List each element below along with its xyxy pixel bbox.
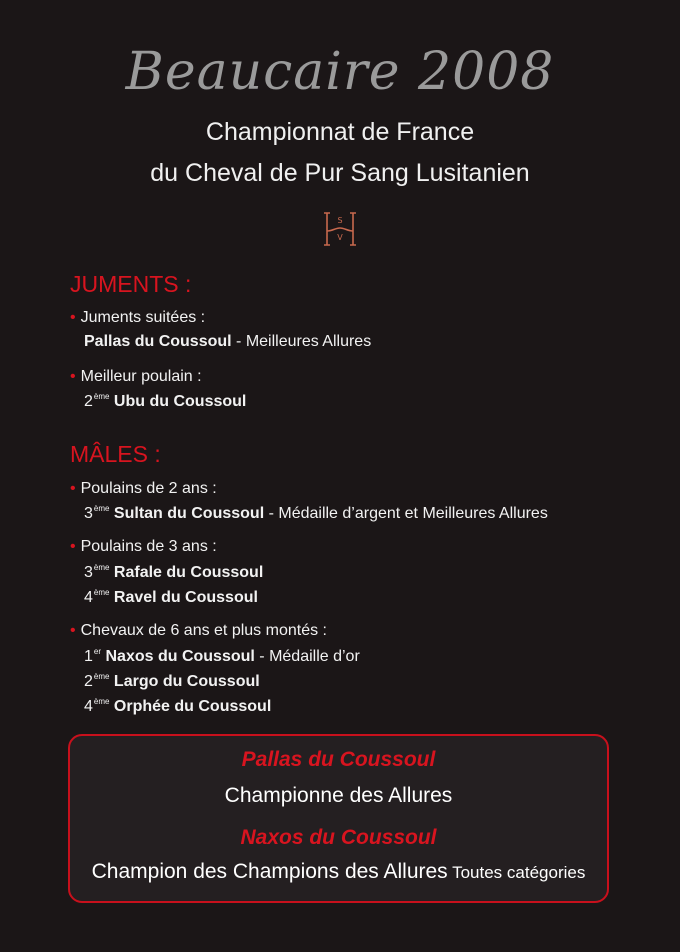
category-label: • Chevaux de 6 ans et plus montés :	[70, 622, 327, 639]
subtitle-line-1: Championnat de France	[205, 118, 475, 146]
result-entry	[84, 392, 246, 411]
category-label: • Poulains de 3 ans :	[70, 538, 217, 555]
horse-name: Pallas du Coussoul	[84, 333, 232, 350]
awards-box	[68, 734, 609, 903]
rank: 2ème	[84, 672, 110, 690]
horse-name: Largo du Coussoul	[113, 673, 260, 690]
bullet-icon: •	[70, 368, 76, 385]
subtitle-line-2: du Cheval de Pur Sang Lusitanien	[150, 159, 530, 187]
horse-name: Orphée du Coussoul	[113, 698, 272, 715]
bullet-icon: •	[70, 622, 76, 639]
horse-name: Ubu du Coussoul	[113, 393, 247, 410]
bullet-icon: •	[70, 538, 76, 555]
rank: 3ème	[84, 563, 110, 581]
category-label: • Meilleur poulain :	[70, 368, 202, 385]
award-title-suffix: Toutes catégories	[447, 863, 586, 882]
stud-logo-icon	[323, 211, 357, 247]
rank: 1er	[84, 647, 102, 665]
rank: 3ème	[84, 504, 110, 522]
logo-letter-v: V	[337, 233, 343, 242]
horse-name: Sultan du Coussoul	[113, 505, 265, 522]
section-heading-juments: JUMENTS :	[70, 271, 192, 297]
bullet-icon: •	[70, 309, 76, 326]
result-note: - Meilleures Allures	[231, 333, 372, 350]
result-entry	[84, 697, 271, 716]
logo-letter-s: S	[337, 216, 343, 225]
category-label: • Juments suitées :	[70, 309, 206, 326]
rank: 2ème	[84, 392, 110, 410]
result-entry	[84, 563, 263, 582]
result-entry	[84, 672, 260, 691]
horse-name: Ravel du Coussoul	[113, 589, 258, 606]
result-note: - Médaille d’argent et Meilleures Allures	[264, 505, 548, 522]
section-heading-males: MÂLES :	[70, 441, 161, 467]
award-horse-name: Pallas du Coussoul	[241, 748, 436, 771]
result-note: - Médaille d’or	[254, 648, 360, 665]
result-entry	[84, 504, 548, 523]
result-entry	[84, 333, 371, 351]
bullet-icon: •	[70, 480, 76, 497]
award-title: Champion des Champions des Allures Toutes catégories	[91, 860, 586, 883]
page-title: Beaucaire 2008	[125, 42, 555, 102]
horse-name: Rafale du Coussoul	[113, 564, 264, 581]
rank: 4ème	[84, 697, 110, 715]
result-entry	[84, 647, 360, 666]
rank: 4ème	[84, 588, 110, 606]
result-entry	[84, 588, 258, 607]
award-title: Championne des Allures	[224, 784, 453, 807]
horse-name: Naxos du Coussoul	[105, 648, 255, 665]
award-horse-name: Naxos du Coussoul	[240, 826, 437, 849]
category-label: • Poulains de 2 ans :	[70, 480, 217, 497]
